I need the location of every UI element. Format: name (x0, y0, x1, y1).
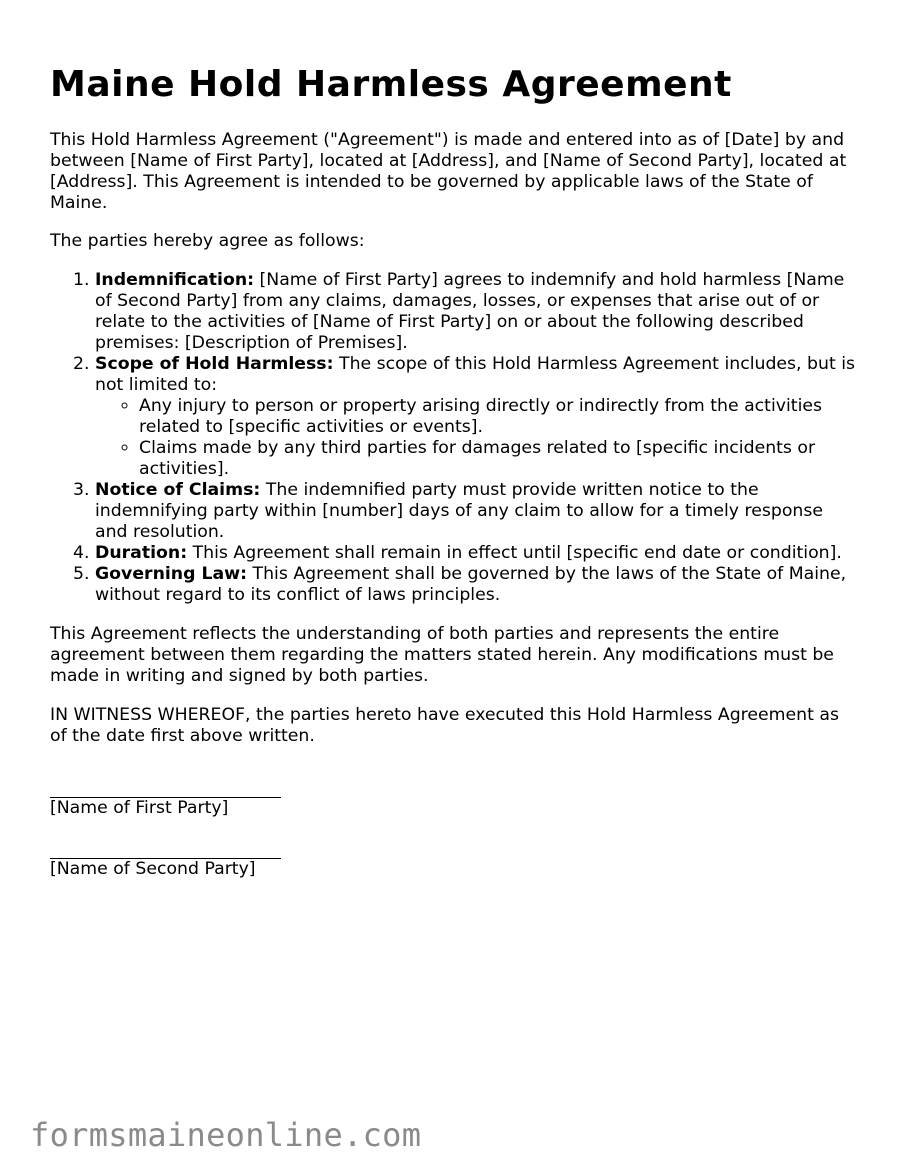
clause-indemnification (95, 270, 860, 354)
clause-scope (95, 354, 860, 480)
clause-text: This Agreement shall remain in effect until [specific end date or condition]. (187, 543, 842, 563)
signature-line-first-party (50, 776, 281, 798)
second-party-name: [Name of Second Party] (50, 859, 256, 879)
closing-paragraph: This Agreement reflects the understanding of both parties and represents the entire agreement between them regarding the matters stated herein. Any modifications must be made in writing and signed by both parties. (50, 624, 834, 686)
scope-item: ◦ Claims made by any third parties for damages related to [specific incidents or activities]. (139, 438, 860, 480)
witness-paragraph: IN WITNESS WHEREOF, the parties hereto have executed this Hold Harmless Agreement as of the date first above written. (50, 705, 839, 746)
signature-block (50, 776, 860, 880)
first-party-name: [Name of First Party] (50, 798, 229, 818)
scope-sublist (95, 396, 860, 480)
clause-governing-law (95, 564, 860, 606)
clauses-list (50, 270, 860, 606)
clause-text: [Name of First Party] agrees to indemnify and hold harmless [Name of Second Party] from any claims, damages, losses, or expenses that arise out of or relate to the activities of [Name of First Party] on or about the following described premises: [Description of Premises]. (95, 270, 845, 353)
clause-text: This Agreement shall be governed by the laws of the State of Maine, without regard to its conflict of laws principles. (95, 564, 847, 605)
lead-paragraph: The parties hereby agree as follows: (50, 231, 365, 251)
clause-heading: Scope of Hold Harmless: (95, 354, 334, 374)
clause-heading: Duration: (95, 543, 188, 563)
document-title: Maine Hold Harmless Agreement (50, 64, 732, 105)
site-watermark: formsmaineonline.com (30, 1116, 422, 1154)
scope-item: ◦ Any injury to person or property arising directly or indirectly from the activities related to [specific activities or events]. (139, 396, 860, 438)
clause-notice (95, 480, 860, 543)
clause-text: The indemnified party must provide written notice to the indemnifying party within [number] days of any claim to allow for a timely response and resolution. (95, 480, 824, 542)
clause-heading: Governing Law: (95, 564, 248, 584)
clause-text: The scope of this Hold Harmless Agreement includes, but is not limited to: (95, 354, 856, 395)
signature-line-second-party (50, 837, 281, 859)
clause-heading: Notice of Claims: (95, 480, 261, 500)
document-page (50, 62, 860, 880)
clause-duration (95, 543, 860, 564)
intro-paragraph: This Hold Harmless Agreement ("Agreement") is made and entered into as of [Date] by and between [Name of First Party], located at [Address], and [Name of Second Party], located at [Address]. This Agreement is intended to be governed by applicable laws of the State of Maine. (50, 130, 847, 213)
clause-heading: Indemnification: (95, 270, 255, 290)
